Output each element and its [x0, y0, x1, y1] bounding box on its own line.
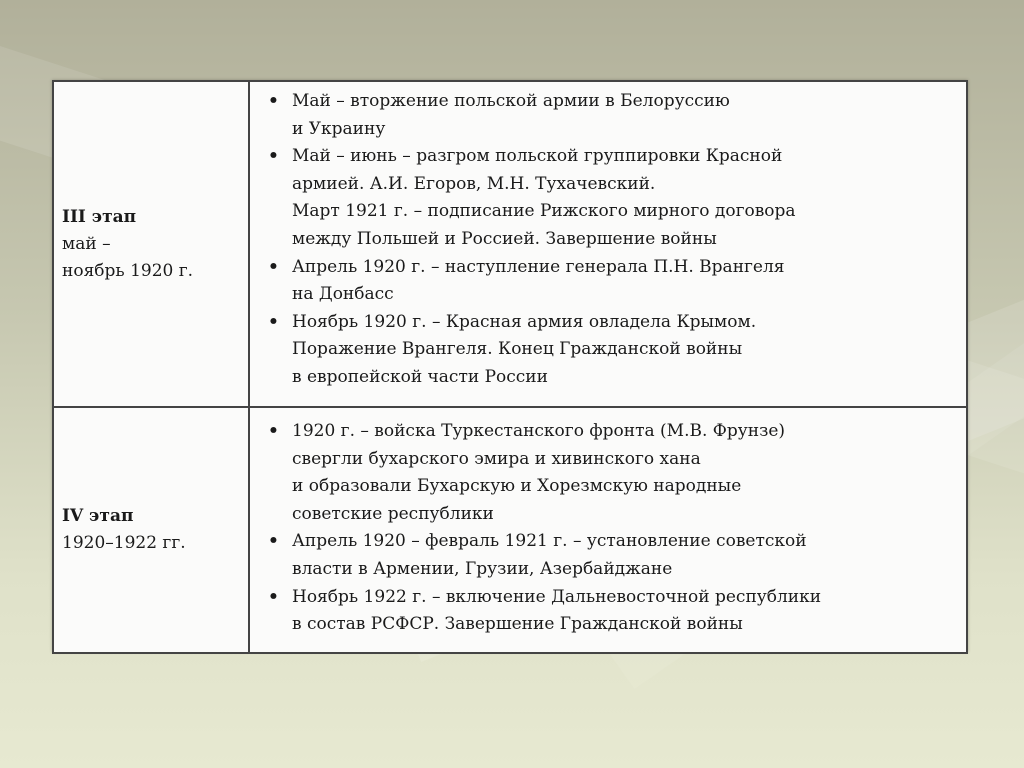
event-list — [264, 418, 956, 639]
stages-table — [52, 80, 968, 654]
event-item: • Апрель 1920 – февраль 1921 г. – установление советской власти в Армении, Грузии, Азербайджане — [264, 528, 956, 583]
stage-period: 1920–1922 гг. — [62, 533, 186, 553]
event-item: • Ноябрь 1920 г. – Красная армия овладела Крымом. Поражение Врангеля. Конец Гражданской войны в европейской части России — [264, 309, 956, 392]
event-item: • Апрель 1920 г. – наступление генерала П.Н. Врангеля на Донбасс — [264, 254, 956, 309]
table-row — [53, 407, 967, 653]
event-item: • Май – вторжение польской армии в Белоруссию и Украину — [264, 88, 956, 143]
event-item: • 1920 г. – войска Туркестанского фронта (М.В. Фрунзе) свергли бухарского эмира и хивинского хана и образовали Бухарскую и Хорезмскую народные советские республики — [264, 418, 956, 528]
civil-war-stages-table-image — [52, 80, 968, 652]
stage-cell — [53, 81, 249, 407]
events-cell — [249, 407, 967, 653]
events-cell — [249, 81, 967, 407]
stage-period: май – ноябрь 1920 г. — [62, 233, 194, 281]
stage-name: IV этап — [62, 506, 134, 526]
table-row — [53, 81, 967, 407]
event-item: Март 1921 г. – подписание Рижского мирного договора между Польшей и Россией. Завершение войны — [292, 201, 796, 249]
stage-cell — [53, 407, 249, 653]
event-item: • Май – июнь – разгром польской группировки Красной армией. А.И. Егоров, М.Н. Тухачевский. — [264, 143, 956, 198]
event-item: • Ноябрь 1922 г. – включение Дальневосточной республики в состав РСФСР. Завершение Гражданской войны — [264, 584, 956, 639]
stage-name: III этап — [62, 206, 137, 227]
event-list — [264, 88, 956, 392]
